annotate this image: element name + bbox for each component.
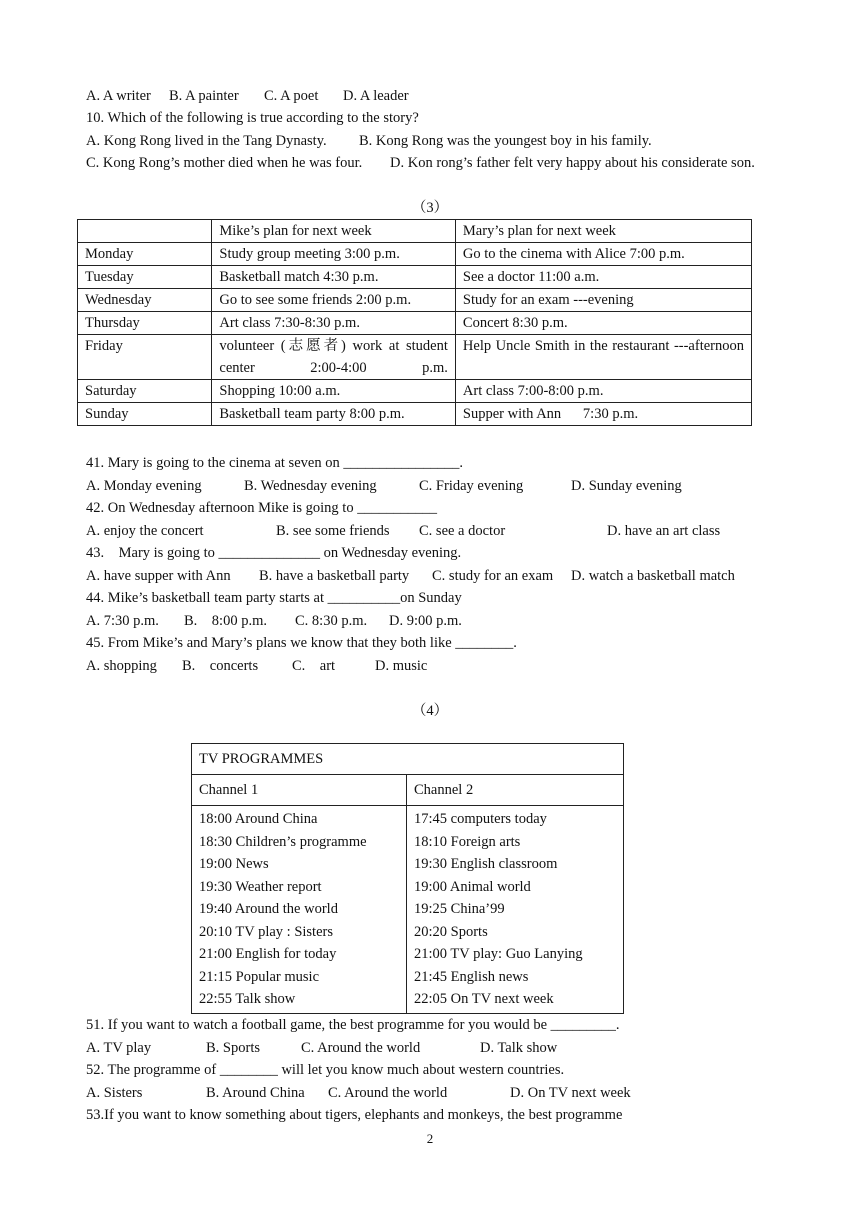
- day-cell: Saturday: [78, 380, 212, 403]
- table-row: [78, 335, 752, 380]
- q9-option-d: D. A leader: [343, 88, 409, 104]
- programme-item: 18:10 Foreign arts: [414, 833, 521, 850]
- q51-option-d: D. Talk show: [480, 1040, 558, 1056]
- tv-table-title: TV PROGRAMMES: [192, 744, 624, 775]
- q44-option-c: C. 8:30 p.m.: [295, 613, 368, 629]
- table-row: [192, 806, 624, 1014]
- mary-plan-cell: Help Uncle Smith in the restaurant ---afternoon: [455, 335, 751, 380]
- q41-question: 41. Mary is going to the cinema at seven on ________________.: [86, 455, 463, 471]
- q43-option-a: A. have supper with Ann: [86, 568, 231, 584]
- channel2-header: Channel 2: [407, 775, 624, 806]
- day-cell: Monday: [78, 243, 212, 266]
- q45-option-d: D. music: [375, 658, 428, 674]
- q51-option-a: A. TV play: [86, 1040, 152, 1056]
- table-row: [78, 266, 752, 289]
- q41-option-d: D. Sunday evening: [571, 478, 682, 494]
- table-row: [78, 289, 752, 312]
- q43-option-b: B. have a basketball party: [259, 568, 410, 584]
- page-number: 2: [426, 1131, 434, 1146]
- programme-item: 22:05 On TV next week: [414, 991, 554, 1007]
- q44-question: 44. Mike’s basketball team party starts at __________on Sunday: [86, 590, 462, 606]
- q41-option-c: C. Friday evening: [419, 478, 524, 494]
- channel1-header: Channel 1: [192, 775, 407, 806]
- day-cell: Thursday: [78, 312, 212, 335]
- q9-option-c: C. A poet: [264, 88, 319, 104]
- q10-option-c: C. Kong Rong’s mother died when he was four.: [86, 155, 363, 171]
- q42-option-c: C. see a doctor: [419, 523, 506, 539]
- q42-question: 42. On Wednesday afternoon Mike is going to ___________: [86, 500, 437, 516]
- q52-option-c: C. Around the world: [328, 1085, 448, 1101]
- q45-option-c: C. art: [292, 658, 336, 674]
- programme-item: 19:25 China’99: [414, 901, 505, 917]
- q45-option-a: A. shopping: [86, 658, 157, 674]
- table-row: [78, 380, 752, 403]
- q45-option-b: B. concerts: [182, 658, 259, 674]
- mike-plan-cell: Go to see some friends 2:00 p.m.: [212, 289, 456, 312]
- day-cell: Tuesday: [78, 266, 212, 289]
- day-cell: Friday: [78, 335, 212, 380]
- programme-item: 18:30 Children’s programme: [199, 833, 367, 850]
- programme-item: 19:00 News: [199, 856, 269, 872]
- programme-item: 20:20 Sports: [414, 923, 488, 940]
- q41-option-a: A. Monday evening: [86, 478, 202, 494]
- q42-option-b: B. see some friends: [276, 523, 390, 539]
- table-header-cell: Mary’s plan for next week: [455, 220, 751, 243]
- q52-question: 52. The programme of ________ will let you know much about western countries.: [86, 1062, 565, 1078]
- section3-label: （3）: [411, 200, 449, 216]
- q53-question: 53.If you want to know something about tigers, elephants and monkeys, the best programme: [86, 1107, 623, 1123]
- table-row: [78, 312, 752, 335]
- mary-plan-cell: Concert 8:30 p.m.: [455, 312, 751, 335]
- q52-option-a: A. Sisters: [86, 1085, 143, 1101]
- table-row: [78, 403, 752, 426]
- table-row: [78, 243, 752, 266]
- q43-question: 43. Mary is going to ______________ on Wednesday evening.: [86, 545, 462, 561]
- q10-option-a: A. Kong Rong lived in the Tang Dynasty.: [86, 133, 327, 149]
- q43-option-c: C. study for an exam: [432, 568, 554, 584]
- q42-option-a: A. enjoy the concert: [86, 523, 204, 539]
- mike-plan-cell: Shopping 10:00 a.m.: [212, 380, 456, 403]
- programme-item: 22:55 Talk show: [199, 991, 296, 1007]
- q9-option-a: A. A writer: [86, 88, 151, 104]
- programme-item: 17:45 computers today: [414, 811, 547, 827]
- q52-option-b: B. Around China: [206, 1085, 305, 1101]
- q9-option-b: B. A painter: [169, 88, 239, 104]
- programme-item: 20:10 TV play : Sisters: [199, 923, 333, 940]
- table-header-cell: [78, 220, 212, 243]
- channel1-programme-list: [192, 806, 407, 1014]
- programme-item: 21:45 English news: [414, 968, 529, 985]
- programme-item: 21:00 TV play: Guo Lanying: [414, 946, 583, 962]
- q51-question: 51. If you want to watch a football game, the best programme for you would be _________.: [86, 1017, 620, 1033]
- table-header-row: [78, 220, 752, 243]
- mike-plan-cell: Art class 7:30-8:30 p.m.: [212, 312, 456, 335]
- programme-item: 19:30 English classroom: [414, 856, 558, 872]
- tv-programmes-table: [191, 743, 624, 1014]
- q51-option-b: B. Sports: [206, 1040, 260, 1056]
- day-cell: Sunday: [78, 403, 212, 426]
- q44-option-d: D. 9:00 p.m.: [389, 613, 462, 629]
- programme-item: 19:00 Animal world: [414, 878, 531, 895]
- programme-item: 21:00 English for today: [199, 946, 337, 962]
- q44-option-a: A. 7:30 p.m.: [86, 613, 159, 629]
- programme-item: 21:15 Popular music: [199, 968, 320, 985]
- q42-option-d: D. have an art class: [607, 523, 721, 539]
- mary-plan-cell: Art class 7:00-8:00 p.m.: [455, 380, 751, 403]
- programme-item: 19:30 Weather report: [199, 878, 322, 895]
- mary-plan-cell: Study for an exam ---evening: [455, 289, 751, 312]
- mary-plan-cell: See a doctor 11:00 a.m.: [455, 266, 751, 289]
- mary-plan-cell: Go to the cinema with Alice 7:00 p.m.: [455, 243, 751, 266]
- table-header-cell: Mike’s plan for next week: [212, 220, 456, 243]
- day-cell: Wednesday: [78, 289, 212, 312]
- table-header-row: [192, 775, 624, 806]
- mike-plan-cell: Study group meeting 3:00 p.m.: [212, 243, 456, 266]
- q44-option-b: B. 8:00 p.m.: [184, 613, 267, 629]
- section4-label: （4）: [411, 703, 449, 719]
- q10-option-b: B. Kong Rong was the youngest boy in his family.: [359, 133, 652, 149]
- mike-plan-cell: volunteer (志愿者) work at student center 2:00-4:00 p.m.: [212, 335, 456, 380]
- mike-plan-cell: Basketball team party 8:00 p.m.: [212, 403, 456, 426]
- q51-option-c: C. Around the world: [301, 1040, 421, 1056]
- programme-item: 18:00 Around China: [199, 811, 318, 827]
- q10-option-d: D. Kon rong’s father felt very happy about his considerate son.: [390, 155, 755, 171]
- q45-question: 45. From Mike’s and Mary’s plans we know that they both like ________.: [86, 635, 517, 651]
- weekly-plan-table: [77, 219, 752, 426]
- mike-plan-cell: Basketball match 4:30 p.m.: [212, 266, 456, 289]
- table-title-row: [192, 744, 624, 775]
- programme-item: 19:40 Around the world: [199, 901, 338, 917]
- q10-question: 10. Which of the following is true according to the story?: [86, 110, 419, 126]
- q43-option-d: D. watch a basketball match: [571, 568, 735, 584]
- mary-plan-cell: Supper with Ann 7:30 p.m.: [455, 403, 751, 426]
- q52-option-d: D. On TV next week: [510, 1085, 631, 1101]
- q41-option-b: B. Wednesday evening: [244, 478, 377, 494]
- channel2-programme-list: [407, 806, 624, 1014]
